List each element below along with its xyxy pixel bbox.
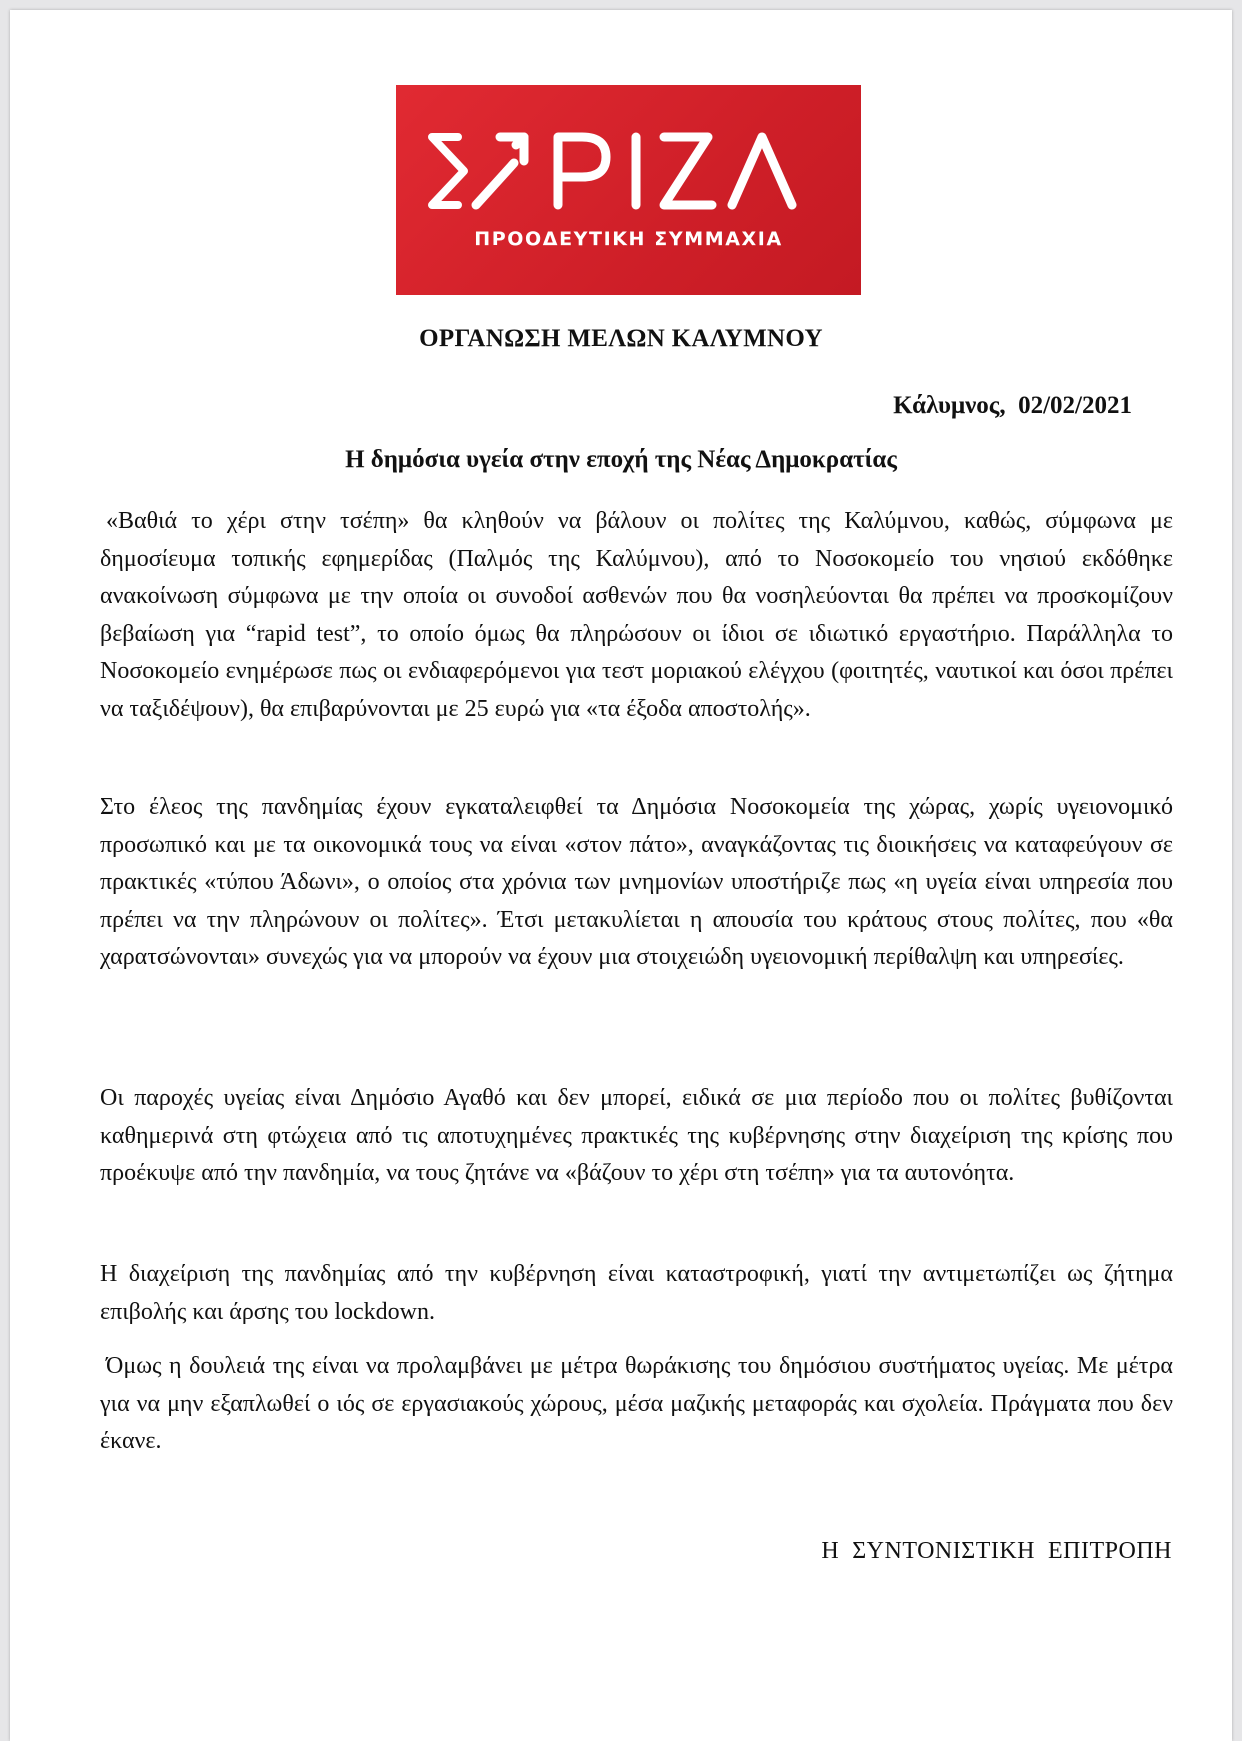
place-date: Κάλυμνος, 02/02/2021 [893,392,1132,419]
syriza-logo [396,85,861,295]
paragraph-2: Στο έλεος της πανδημίας έχουν εγκαταλειφθεί τα Δημόσια Νοσοκομεία της χώρας, χωρίς υγειονομικό προσωπικό και με τα οικονομικά τους να είναι «στον πάτο», αναγκάζοντας τις διοικήσεις να καταφεύγουν σε πρακτικές «τύπου Άδωνι», ο οποίος στα χρόνια των μνημονίων υποστήριζε πως «η υγεία είναι υπηρεσία που πρέπει να την πληρώνουν οι πολίτες». Έτσι μετακυλίεται η απουσία του κράτους στους πολίτες, που «θα χαρατσώνονται» συνεχώς για να μπορούν να έχουν μια στοιχειώδη υγειονομική περίθαλψη και υπηρεσίες. [100,794,1173,970]
paragraph-3: Οι παροχές υγείας είναι Δημόσιο Αγαθό και δεν μπορεί, ειδικά σε μια περίοδο που οι πολίτες βυθίζονται καθημερινά στη φτώχεια από τις αποτυχημένες πρακτικές της κυβέρνησης στην διαχείριση της κρίσης που προέκυψε από την πανδημία, να τους ζητάνε να «βάζουν το χέρι στη τσέπη» για τα αυτονόητα. [100,1085,1173,1186]
paragraph-5: Όμως η δουλειά της είναι να προλαμβάνει με μέτρα θωράκισης του δημόσιου συστήματος υγείας. Με μέτρα για να μην εξαπλωθεί ο ιός σε εργασιακούς χώρους, μέσα μαζικής μεταφοράς και σχολεία. Πράγματα που δεν έκανε. [100,1353,1173,1454]
logo-subtitle: ΠΡΟΟΔΕΥΤΙΚΗ ΣΥΜΜΑΧΙΑ [474,228,783,250]
paragraph-4: Η διαχείριση της πανδημίας από την κυβέρνηση είναι καταστροφική, γιατί την αντιμετωπίζει ως ζήτημα επιβολής και άρσης του lockdown. [100,1261,1173,1325]
organization-heading: ΟΡΓΑΝΩΣΗ ΜΕΛΩΝ ΚΑΛΥΜΝΟΥ [419,325,823,352]
document-title: Η δημόσια υγεία στην εποχή της Νέας Δημοκρατίας [345,446,897,473]
signature: Η ΣΥΝΤΟΝΙΣΤΙΚΗ ΕΠΙΤΡΟΠΗ [821,1538,1172,1564]
paragraph-1: «Βαθιά το χέρι στην τσέπη» θα κληθούν να βάλουν οι πολίτες της Καλύμνου, καθώς, σύμφωνα με δημοσίευμα τοπικής εφημερίδας (Παλμός της Καλύμνου), από το Νοσοκομείο του νησιού εκδόθηκε ανακοίνωση σύμφωνα με την οποία οι συνοδοί ασθενών που θα νοσηλεύονται θα πρέπει να προσκομίζουν βεβαίωση για “rapid test”, το οποίο όμως θα πληρώσουν οι ίδιοι σε ιδιωτικό εργαστήριο. Παράλληλα το Νοσοκομείο ενημέρωσε πως οι ενδιαφερόμενοι για τεστ μοριακού ελέγχου (φοιτητές, ναυτικοί και όσοι πρέπει να ταξιδέψουν), θα επιβαρύνονται με 25 ευρώ για «τα έξοδα αποστολής». [100,508,1173,722]
logo-wordmark-graphic [396,85,861,295]
